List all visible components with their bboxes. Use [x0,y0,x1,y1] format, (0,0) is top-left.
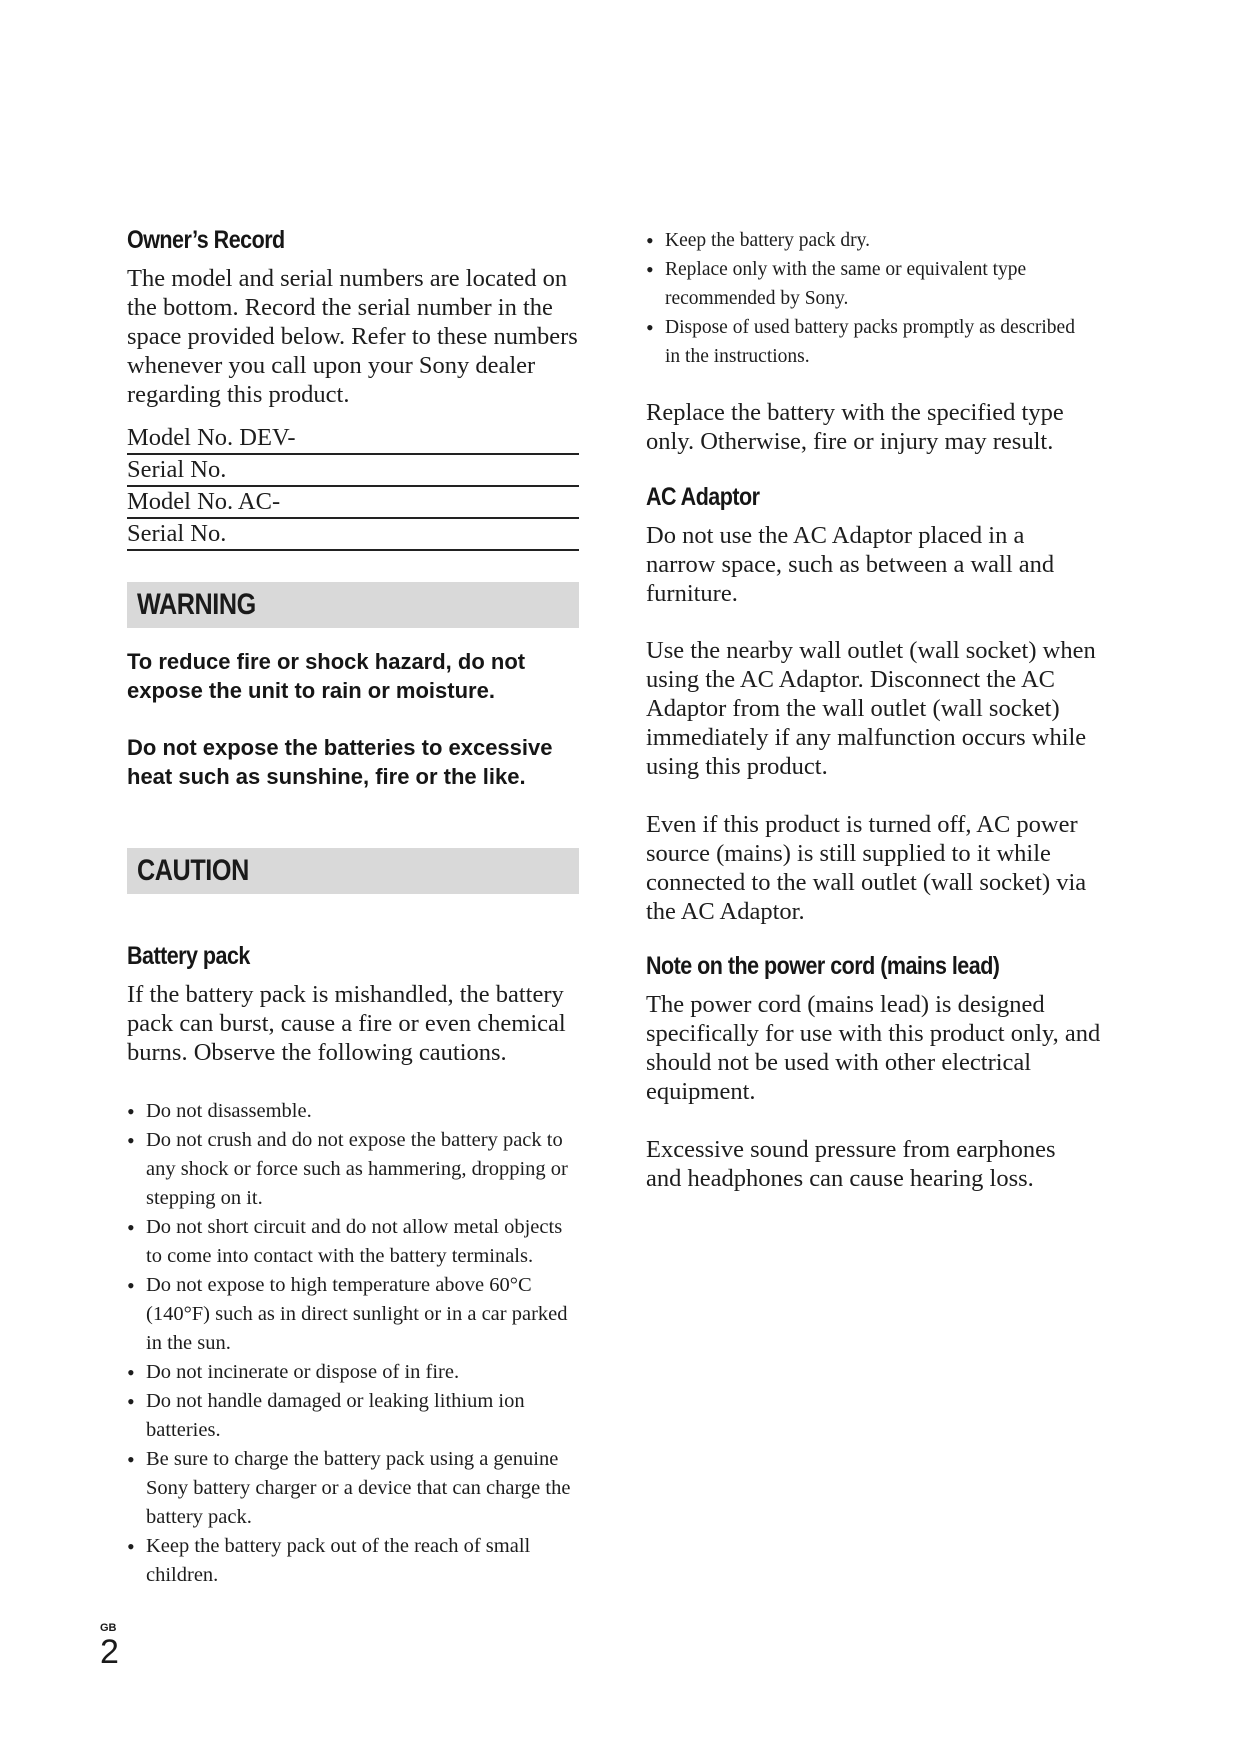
list-item: • Keep the battery pack out of the reach of small children. [127,1532,579,1590]
caution-banner [127,848,579,894]
power-cord-heading: Note on the power cord (mains lead) [646,952,1000,980]
replace-battery-text: Replace the battery with the specified type only. Otherwise, fire or injury may result. [646,399,1064,455]
hearing-loss-text: Excessive sound pressure from earphones and headphones can cause hearing loss. [646,1136,1056,1192]
warning-banner [127,582,579,628]
caution-label: CAUTION [137,854,249,887]
battery-pack-intro: If the battery pack is mishandled, the battery pack can burst, cause a fire or even chemical burns. Observe the following cautions. [127,981,566,1066]
list-item: • Dispose of used battery packs promptly as described in the instructions. [646,313,1086,371]
ac-adaptor-text-3: Even if this product is turned off, AC power source (mains) is still supplied to it while connected to the wall outlet (wall socket) via the AC Adaptor. [646,811,1087,925]
page-number: 2 [100,1633,119,1671]
warning-fire-shock-text: To reduce fire or shock hazard, do not expose the unit to rain or moisture. [127,649,526,703]
ac-adaptor-text-1: Do not use the AC Adaptor placed in a narrow space, such as between a wall and furniture. [646,522,1055,607]
list-item: • Do not incinerate or dispose of in fire. [127,1358,579,1387]
list-item: • Do not short circuit and do not allow metal objects to come into contact with the battery terminals. [127,1213,579,1271]
warning-label: WARNING [137,588,256,621]
list-item: • Replace only with the same or equivalent type recommended by Sony. [646,255,1086,313]
list-item: • Do not disassemble. [127,1097,579,1126]
list-item: • Be sure to charge the battery pack using a genuine Sony battery charger or a device that can charge the battery pack. [127,1445,579,1532]
battery-pack-heading: Battery pack [127,942,250,970]
model-no-ac-line: Model No. AC- [127,487,579,519]
owners-record-heading: Owner’s Record [127,226,285,254]
serial-no-line-1: Serial No. [127,455,579,487]
warning-heat-text: Do not expose the batteries to excessive heat such as sunshine, fire or the like. [127,735,553,789]
ac-adaptor-heading: AC Adaptor [646,483,760,511]
serial-no-line-2: Serial No. [127,519,579,551]
list-item: • Do not crush and do not expose the battery pack to any shock or force such as hammering, dropping or stepping on it. [127,1126,579,1213]
battery-cautions-list [127,1097,579,1590]
list-item: • Do not expose to high temperature above 60°C (140°F) such as in direct sunlight or in a car parked in the sun. [127,1271,579,1358]
list-item: • Keep the battery pack dry. [646,226,1086,255]
ac-adaptor-text-2: Use the nearby wall outlet (wall socket) when using the AC Adaptor. Disconnect the AC Adaptor from the wall outlet (wall socket) immediately if any malfunction occurs while using this product. [646,637,1096,780]
list-item: • Do not handle damaged or leaking lithium ion batteries. [127,1387,579,1445]
power-cord-text: The power cord (mains lead) is designed specifically for use with this product only, and should not be used with other electrical equipment. [646,991,1101,1105]
battery-extra-list [646,226,1086,371]
model-no-dev-line: Model No. DEV- [127,423,579,455]
region-code: GB [100,1622,117,1634]
owners-record-text: The model and serial numbers are located on the bottom. Record the serial number in the space provided below. Refer to these numbers whenever you call upon your Sony dealer regarding this product. [127,265,578,408]
